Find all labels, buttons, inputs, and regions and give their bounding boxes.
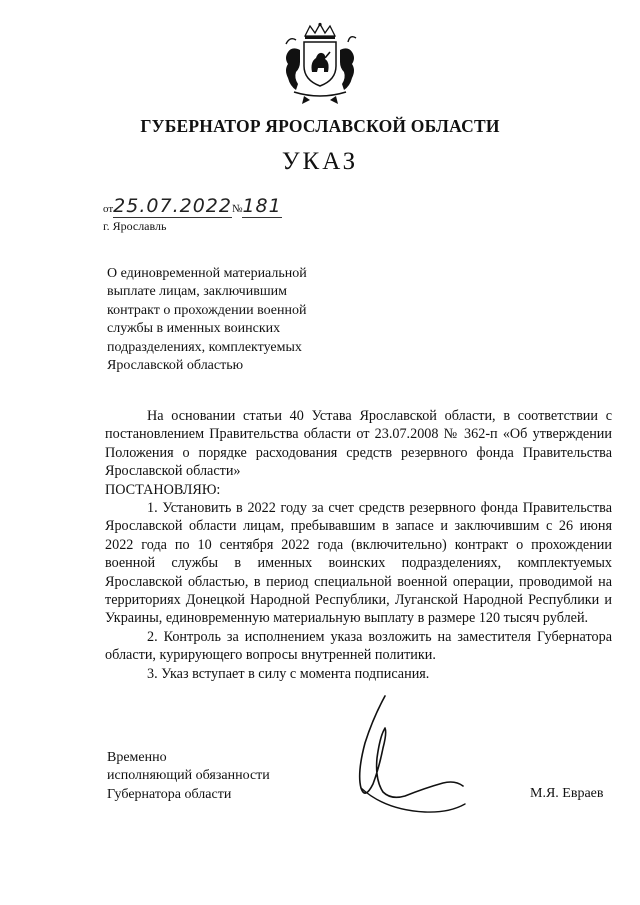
document-subject xyxy=(107,265,347,375)
clause-2: 2. Контроль за исполнением указа возложить на заместителя Губернатора области, курирующего вопросы внутренней политики. xyxy=(105,628,612,664)
subject-line: Ярославской областью xyxy=(107,358,244,374)
number-prefix: № xyxy=(231,203,243,215)
coat-of-arms-icon xyxy=(270,22,370,108)
clause-3: 3. Указ вступает в силу с момента подписания. xyxy=(147,665,430,682)
subject-line: подразделениях, комплектуемых xyxy=(107,339,302,355)
city: г. Ярославль xyxy=(103,219,167,233)
signatory-name: М.Я. Евраев xyxy=(530,786,604,801)
document-date: 25.07.2022 xyxy=(113,195,232,217)
date-number-line xyxy=(103,195,282,217)
handwritten-signature xyxy=(325,688,475,818)
document-type: УКАЗ xyxy=(281,148,359,175)
date-prefix: от xyxy=(103,203,114,215)
title-line: исполняющий обязанности xyxy=(107,768,270,784)
subject-line: выплате лицам, заключившим xyxy=(107,284,287,300)
clause-1: 1. Установить в 2022 году за счет средств резервного фонда Правительства Ярославской области лицам, пребывавшим в запасе и заключившим с 26 июня 2022 года по 10 сентября 2022 года (включительно) контракт о прохождении военной службы в именных воинских подразделениях, комплектуемых Ярославской областью, в период специальной военной операции, проводимой на территориях Донецкой Народной Республики, Луганской Народной Республики и Украины, единовременную материальную выплату в размере 120 тысяч рублей. xyxy=(105,500,612,627)
document-number: 181 xyxy=(242,195,282,217)
subject-line: службы в именных воинских xyxy=(107,321,281,337)
preamble: На основании статьи 40 Устава Ярославской области, в соответствии с постановлением Правительства области от 23.07.2008 № 362-п «Об утверждении Положения о порядке расходования средств резервного фонда Правительства Ярославской области» xyxy=(105,408,612,480)
document-body xyxy=(105,407,612,683)
title-line: Временно xyxy=(107,750,167,765)
subject-line: О единовременной материальной xyxy=(107,266,307,281)
resolve-word: ПОСТАНОВЛЯЮ: xyxy=(105,481,221,498)
subject-line: контракт о прохождении военной xyxy=(107,302,307,318)
issuing-authority: ГУБЕРНАТОР ЯРОСЛАВСКОЙ ОБЛАСТИ xyxy=(140,116,500,136)
title-line: Губернатора области xyxy=(107,786,232,802)
signatory-title xyxy=(107,749,270,804)
